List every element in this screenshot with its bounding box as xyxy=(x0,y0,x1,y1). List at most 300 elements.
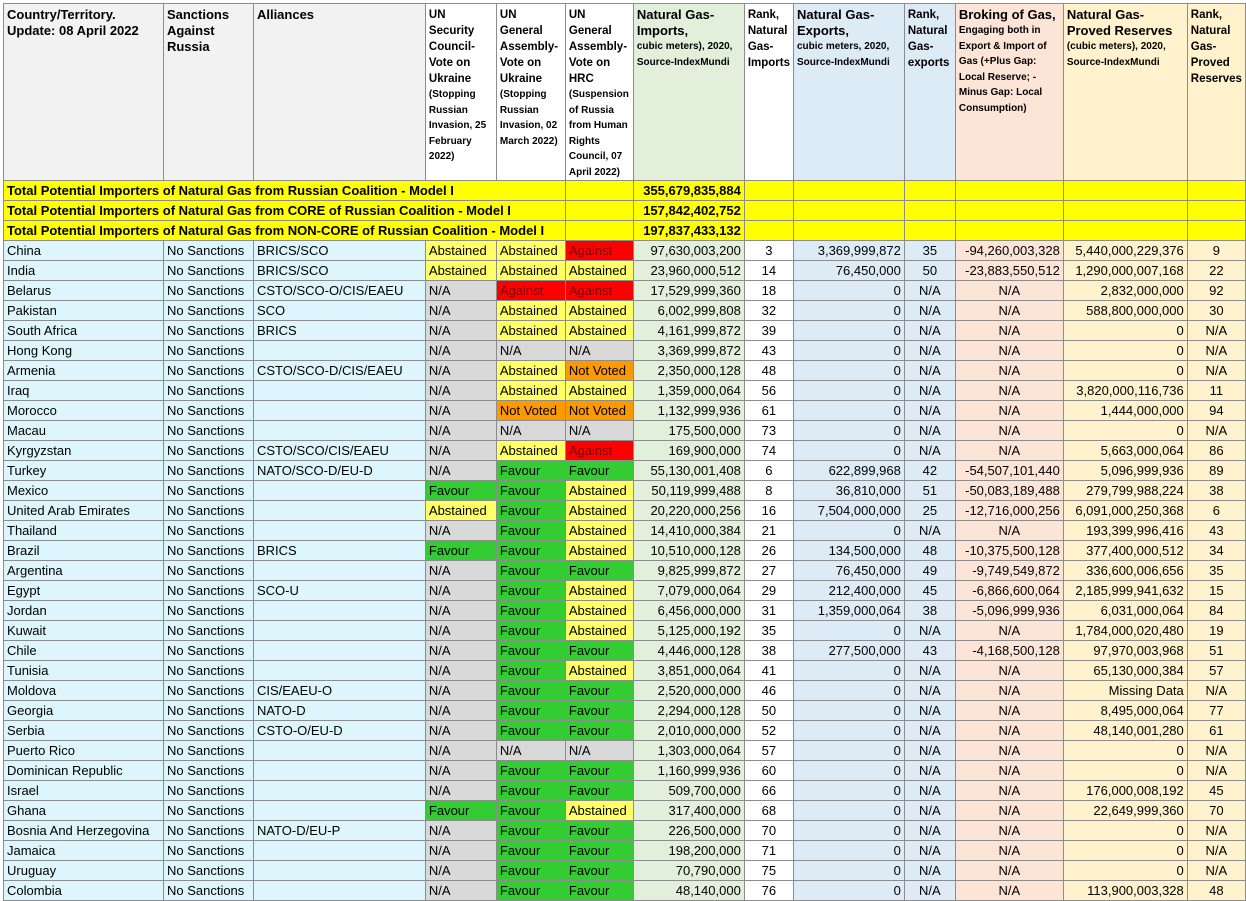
alliances-cell[interactable]: CSTO/SCO/CIS/EAEU xyxy=(253,441,425,461)
unga-ukraine-vote-cell[interactable]: Abstained xyxy=(496,381,565,401)
broking-cell[interactable]: -23,883,550,512 xyxy=(955,261,1063,281)
unsc-vote-cell[interactable]: N/A xyxy=(425,601,496,621)
country-cell[interactable]: Egypt xyxy=(4,581,164,601)
rank-imports-cell[interactable]: 41 xyxy=(744,661,793,681)
broking-cell[interactable]: N/A xyxy=(955,281,1063,301)
unga-hrc-vote-cell[interactable]: Favour xyxy=(565,821,633,841)
proved-reserves-cell[interactable]: 279,799,988,224 xyxy=(1063,481,1187,501)
proved-reserves-cell[interactable]: 1,784,000,020,480 xyxy=(1063,621,1187,641)
gas-exports-cell[interactable]: 0 xyxy=(793,281,904,301)
unga-hrc-vote-cell[interactable]: Against xyxy=(565,441,633,461)
alliances-cell[interactable]: CSTO/SCO-D/CIS/EAEU xyxy=(253,361,425,381)
gas-imports-cell[interactable]: 2,294,000,128 xyxy=(633,701,744,721)
alliances-cell[interactable] xyxy=(253,781,425,801)
country-cell[interactable]: Tunisia xyxy=(4,661,164,681)
alliances-cell[interactable] xyxy=(253,881,425,901)
unga-ukraine-vote-cell[interactable]: Favour xyxy=(496,821,565,841)
gas-imports-cell[interactable]: 3,369,999,872 xyxy=(633,341,744,361)
gas-imports-cell[interactable]: 226,500,000 xyxy=(633,821,744,841)
sanctions-cell[interactable]: No Sanctions xyxy=(163,721,253,741)
country-cell[interactable]: United Arab Emirates xyxy=(4,501,164,521)
unga-ukraine-vote-cell[interactable]: Favour xyxy=(496,681,565,701)
unga-ukraine-vote-cell[interactable]: Favour xyxy=(496,781,565,801)
unsc-vote-cell[interactable]: N/A xyxy=(425,741,496,761)
country-cell[interactable]: South Africa xyxy=(4,321,164,341)
sanctions-cell[interactable]: No Sanctions xyxy=(163,601,253,621)
rank-exports-cell[interactable]: N/A xyxy=(904,301,955,321)
rank-exports-cell[interactable]: 51 xyxy=(904,481,955,501)
rank-exports-cell[interactable]: 49 xyxy=(904,561,955,581)
broking-cell[interactable]: N/A xyxy=(955,621,1063,641)
proved-reserves-cell[interactable]: 5,663,000,064 xyxy=(1063,441,1187,461)
unga-hrc-vote-cell[interactable]: Favour xyxy=(565,721,633,741)
sanctions-cell[interactable]: No Sanctions xyxy=(163,441,253,461)
total-empty-cell[interactable] xyxy=(744,201,793,221)
rank-reserves-cell[interactable]: 77 xyxy=(1187,701,1245,721)
gas-imports-cell[interactable]: 14,410,000,384 xyxy=(633,521,744,541)
rank-reserves-cell[interactable]: N/A xyxy=(1187,421,1245,441)
rank-exports-cell[interactable]: 48 xyxy=(904,541,955,561)
rank-reserves-cell[interactable]: 9 xyxy=(1187,241,1245,261)
total-value[interactable]: 355,679,835,884 xyxy=(633,181,744,201)
gas-exports-cell[interactable]: 36,810,000 xyxy=(793,481,904,501)
rank-exports-cell[interactable]: N/A xyxy=(904,341,955,361)
total-empty-cell[interactable] xyxy=(793,181,904,201)
broking-cell[interactable]: N/A xyxy=(955,801,1063,821)
rank-imports-cell[interactable]: 3 xyxy=(744,241,793,261)
rank-reserves-cell[interactable]: N/A xyxy=(1187,841,1245,861)
sanctions-cell[interactable]: No Sanctions xyxy=(163,421,253,441)
unga-hrc-vote-cell[interactable]: Abstained xyxy=(565,581,633,601)
gas-imports-cell[interactable]: 3,851,000,064 xyxy=(633,661,744,681)
unsc-vote-cell[interactable]: N/A xyxy=(425,361,496,381)
country-cell[interactable]: India xyxy=(4,261,164,281)
rank-exports-cell[interactable]: N/A xyxy=(904,701,955,721)
rank-exports-cell[interactable]: N/A xyxy=(904,781,955,801)
rank-reserves-cell[interactable]: 89 xyxy=(1187,461,1245,481)
gas-imports-cell[interactable]: 9,825,999,872 xyxy=(633,561,744,581)
rank-reserves-cell[interactable]: 84 xyxy=(1187,601,1245,621)
total-empty-cell[interactable] xyxy=(955,221,1063,241)
gas-imports-cell[interactable]: 48,140,000 xyxy=(633,881,744,901)
gas-imports-cell[interactable]: 4,161,999,872 xyxy=(633,321,744,341)
unga-hrc-vote-cell[interactable]: Abstained xyxy=(565,541,633,561)
total-empty-cell[interactable] xyxy=(565,201,633,221)
alliances-cell[interactable] xyxy=(253,761,425,781)
proved-reserves-cell[interactable]: 588,800,000,000 xyxy=(1063,301,1187,321)
rank-imports-cell[interactable]: 8 xyxy=(744,481,793,501)
rank-reserves-cell[interactable]: 51 xyxy=(1187,641,1245,661)
unga-ukraine-vote-cell[interactable]: Favour xyxy=(496,801,565,821)
gas-exports-cell[interactable]: 212,400,000 xyxy=(793,581,904,601)
rank-exports-cell[interactable]: N/A xyxy=(904,401,955,421)
gas-exports-cell[interactable]: 1,359,000,064 xyxy=(793,601,904,621)
rank-exports-cell[interactable]: N/A xyxy=(904,441,955,461)
unga-ukraine-vote-cell[interactable]: Abstained xyxy=(496,301,565,321)
alliances-cell[interactable]: BRICS/SCO xyxy=(253,261,425,281)
rank-exports-cell[interactable]: N/A xyxy=(904,661,955,681)
country-cell[interactable]: Argentina xyxy=(4,561,164,581)
proved-reserves-cell[interactable]: 6,031,000,064 xyxy=(1063,601,1187,621)
rank-exports-cell[interactable]: N/A xyxy=(904,721,955,741)
unga-ukraine-vote-cell[interactable]: N/A xyxy=(496,421,565,441)
rank-reserves-cell[interactable]: 6 xyxy=(1187,501,1245,521)
unga-ukraine-vote-cell[interactable]: Favour xyxy=(496,701,565,721)
gas-exports-cell[interactable]: 76,450,000 xyxy=(793,261,904,281)
header-unga-hrc-vote[interactable]: UN General Assembly-Vote on HRC (Suspension of Russia from Human Rights Council, 07 April 2022) xyxy=(565,4,633,181)
header-unga-ukraine-vote[interactable]: UN General Assembly-Vote on Ukraine (Stopping Russian Invasion, 02 March 2022) xyxy=(496,4,565,181)
total-value[interactable]: 197,837,433,132 xyxy=(633,221,744,241)
unsc-vote-cell[interactable]: Abstained xyxy=(425,501,496,521)
unga-ukraine-vote-cell[interactable]: Abstained xyxy=(496,361,565,381)
rank-imports-cell[interactable]: 21 xyxy=(744,521,793,541)
unsc-vote-cell[interactable]: Abstained xyxy=(425,261,496,281)
alliances-cell[interactable] xyxy=(253,381,425,401)
rank-exports-cell[interactable]: N/A xyxy=(904,881,955,901)
proved-reserves-cell[interactable]: 48,140,001,280 xyxy=(1063,721,1187,741)
rank-imports-cell[interactable]: 50 xyxy=(744,701,793,721)
rank-imports-cell[interactable]: 38 xyxy=(744,641,793,661)
unga-ukraine-vote-cell[interactable]: Favour xyxy=(496,881,565,901)
rank-exports-cell[interactable]: N/A xyxy=(904,741,955,761)
broking-cell[interactable]: N/A xyxy=(955,861,1063,881)
header-sanctions[interactable]: Sanctions Against Russia xyxy=(163,4,253,181)
gas-imports-cell[interactable]: 50,119,999,488 xyxy=(633,481,744,501)
gas-imports-cell[interactable]: 6,002,999,808 xyxy=(633,301,744,321)
gas-imports-cell[interactable]: 23,960,000,512 xyxy=(633,261,744,281)
rank-reserves-cell[interactable]: 45 xyxy=(1187,781,1245,801)
rank-exports-cell[interactable]: N/A xyxy=(904,521,955,541)
country-cell[interactable]: Dominican Republic xyxy=(4,761,164,781)
rank-exports-cell[interactable]: N/A xyxy=(904,681,955,701)
alliances-cell[interactable] xyxy=(253,741,425,761)
unsc-vote-cell[interactable]: N/A xyxy=(425,681,496,701)
sanctions-cell[interactable]: No Sanctions xyxy=(163,321,253,341)
sanctions-cell[interactable]: No Sanctions xyxy=(163,541,253,561)
gas-imports-cell[interactable]: 5,125,000,192 xyxy=(633,621,744,641)
unga-ukraine-vote-cell[interactable]: Abstained xyxy=(496,441,565,461)
gas-imports-cell[interactable]: 317,400,000 xyxy=(633,801,744,821)
rank-exports-cell[interactable]: N/A xyxy=(904,361,955,381)
unga-hrc-vote-cell[interactable]: Favour xyxy=(565,861,633,881)
rank-imports-cell[interactable]: 76 xyxy=(744,881,793,901)
country-cell[interactable]: Pakistan xyxy=(4,301,164,321)
unsc-vote-cell[interactable]: N/A xyxy=(425,341,496,361)
country-cell[interactable]: Georgia xyxy=(4,701,164,721)
proved-reserves-cell[interactable]: 0 xyxy=(1063,841,1187,861)
gas-exports-cell[interactable]: 0 xyxy=(793,841,904,861)
unsc-vote-cell[interactable]: N/A xyxy=(425,841,496,861)
proved-reserves-cell[interactable]: Missing Data xyxy=(1063,681,1187,701)
unga-hrc-vote-cell[interactable]: Not Voted xyxy=(565,361,633,381)
alliances-cell[interactable] xyxy=(253,621,425,641)
country-cell[interactable]: Hong Kong xyxy=(4,341,164,361)
country-cell[interactable]: Iraq xyxy=(4,381,164,401)
broking-cell[interactable]: N/A xyxy=(955,821,1063,841)
proved-reserves-cell[interactable]: 0 xyxy=(1063,761,1187,781)
broking-cell[interactable]: N/A xyxy=(955,741,1063,761)
rank-imports-cell[interactable]: 26 xyxy=(744,541,793,561)
gas-exports-cell[interactable]: 0 xyxy=(793,701,904,721)
country-cell[interactable]: Bosnia And Herzegovina xyxy=(4,821,164,841)
rank-exports-cell[interactable]: 38 xyxy=(904,601,955,621)
proved-reserves-cell[interactable]: 0 xyxy=(1063,421,1187,441)
country-cell[interactable]: Uruguay xyxy=(4,861,164,881)
proved-reserves-cell[interactable]: 1,290,000,007,168 xyxy=(1063,261,1187,281)
country-cell[interactable]: Belarus xyxy=(4,281,164,301)
country-cell[interactable]: Mexico xyxy=(4,481,164,501)
unsc-vote-cell[interactable]: N/A xyxy=(425,401,496,421)
header-gas-imports[interactable]: Natural Gas-Imports, cubic meters), 2020, Source-IndexMundi xyxy=(633,4,744,181)
header-unsc-vote[interactable]: UN Security Council-Vote on Ukraine (Stopping Russian Invasion, 25 February 2022) xyxy=(425,4,496,181)
proved-reserves-cell[interactable]: 65,130,000,384 xyxy=(1063,661,1187,681)
unga-ukraine-vote-cell[interactable]: Not Voted xyxy=(496,401,565,421)
unga-hrc-vote-cell[interactable]: Favour xyxy=(565,881,633,901)
sanctions-cell[interactable]: No Sanctions xyxy=(163,741,253,761)
proved-reserves-cell[interactable]: 176,000,008,192 xyxy=(1063,781,1187,801)
broking-cell[interactable]: N/A xyxy=(955,681,1063,701)
gas-exports-cell[interactable]: 0 xyxy=(793,661,904,681)
gas-imports-cell[interactable]: 4,446,000,128 xyxy=(633,641,744,661)
rank-imports-cell[interactable]: 14 xyxy=(744,261,793,281)
proved-reserves-cell[interactable]: 0 xyxy=(1063,321,1187,341)
alliances-cell[interactable] xyxy=(253,641,425,661)
gas-imports-cell[interactable]: 509,700,000 xyxy=(633,781,744,801)
unga-hrc-vote-cell[interactable]: Abstained xyxy=(565,661,633,681)
gas-exports-cell[interactable]: 0 xyxy=(793,441,904,461)
sanctions-cell[interactable]: No Sanctions xyxy=(163,261,253,281)
header-alliances[interactable]: Alliances xyxy=(253,4,425,181)
proved-reserves-cell[interactable]: 8,495,000,064 xyxy=(1063,701,1187,721)
unga-ukraine-vote-cell[interactable]: Favour xyxy=(496,461,565,481)
rank-reserves-cell[interactable]: 48 xyxy=(1187,881,1245,901)
country-cell[interactable]: Brazil xyxy=(4,541,164,561)
rank-reserves-cell[interactable]: N/A xyxy=(1187,761,1245,781)
total-value[interactable]: 157,842,402,752 xyxy=(633,201,744,221)
unsc-vote-cell[interactable]: N/A xyxy=(425,661,496,681)
broking-cell[interactable]: N/A xyxy=(955,781,1063,801)
total-empty-cell[interactable] xyxy=(904,201,955,221)
rank-imports-cell[interactable]: 57 xyxy=(744,741,793,761)
rank-reserves-cell[interactable]: 22 xyxy=(1187,261,1245,281)
broking-cell[interactable]: N/A xyxy=(955,301,1063,321)
unga-hrc-vote-cell[interactable]: Favour xyxy=(565,681,633,701)
rank-imports-cell[interactable]: 16 xyxy=(744,501,793,521)
rank-reserves-cell[interactable]: 92 xyxy=(1187,281,1245,301)
gas-imports-cell[interactable]: 175,500,000 xyxy=(633,421,744,441)
gas-exports-cell[interactable]: 0 xyxy=(793,881,904,901)
sanctions-cell[interactable]: No Sanctions xyxy=(163,681,253,701)
proved-reserves-cell[interactable]: 97,970,003,968 xyxy=(1063,641,1187,661)
total-empty-cell[interactable] xyxy=(955,201,1063,221)
proved-reserves-cell[interactable]: 336,600,006,656 xyxy=(1063,561,1187,581)
country-cell[interactable]: Jordan xyxy=(4,601,164,621)
broking-cell[interactable]: -4,168,500,128 xyxy=(955,641,1063,661)
rank-imports-cell[interactable]: 6 xyxy=(744,461,793,481)
unga-ukraine-vote-cell[interactable]: Favour xyxy=(496,521,565,541)
alliances-cell[interactable] xyxy=(253,841,425,861)
sanctions-cell[interactable]: No Sanctions xyxy=(163,481,253,501)
rank-reserves-cell[interactable]: N/A xyxy=(1187,741,1245,761)
country-cell[interactable]: Moldova xyxy=(4,681,164,701)
unga-hrc-vote-cell[interactable]: Abstained xyxy=(565,801,633,821)
unga-ukraine-vote-cell[interactable]: Favour xyxy=(496,761,565,781)
unsc-vote-cell[interactable]: Abstained xyxy=(425,241,496,261)
gas-exports-cell[interactable]: 0 xyxy=(793,801,904,821)
unga-hrc-vote-cell[interactable]: Favour xyxy=(565,781,633,801)
alliances-cell[interactable] xyxy=(253,801,425,821)
gas-imports-cell[interactable]: 1,132,999,936 xyxy=(633,401,744,421)
broking-cell[interactable]: -6,866,600,064 xyxy=(955,581,1063,601)
total-empty-cell[interactable] xyxy=(565,181,633,201)
rank-reserves-cell[interactable]: 30 xyxy=(1187,301,1245,321)
gas-exports-cell[interactable]: 0 xyxy=(793,821,904,841)
gas-exports-cell[interactable]: 0 xyxy=(793,421,904,441)
unga-hrc-vote-cell[interactable]: Against xyxy=(565,281,633,301)
proved-reserves-cell[interactable]: 377,400,000,512 xyxy=(1063,541,1187,561)
country-cell[interactable]: Ghana xyxy=(4,801,164,821)
unsc-vote-cell[interactable]: N/A xyxy=(425,321,496,341)
rank-imports-cell[interactable]: 35 xyxy=(744,621,793,641)
country-cell[interactable]: Turkey xyxy=(4,461,164,481)
unga-hrc-vote-cell[interactable]: Abstained xyxy=(565,621,633,641)
gas-exports-cell[interactable]: 3,369,999,872 xyxy=(793,241,904,261)
broking-cell[interactable]: -9,749,549,872 xyxy=(955,561,1063,581)
unsc-vote-cell[interactable]: N/A xyxy=(425,441,496,461)
gas-imports-cell[interactable]: 1,160,999,936 xyxy=(633,761,744,781)
unsc-vote-cell[interactable]: N/A xyxy=(425,561,496,581)
alliances-cell[interactable] xyxy=(253,501,425,521)
sanctions-cell[interactable]: No Sanctions xyxy=(163,881,253,901)
alliances-cell[interactable] xyxy=(253,601,425,621)
country-cell[interactable]: Kuwait xyxy=(4,621,164,641)
gas-imports-cell[interactable]: 10,510,000,128 xyxy=(633,541,744,561)
unga-ukraine-vote-cell[interactable]: Favour xyxy=(496,581,565,601)
header-country[interactable]: Country/Territory. Update: 08 April 2022 xyxy=(4,4,164,181)
gas-imports-cell[interactable]: 7,079,000,064 xyxy=(633,581,744,601)
gas-imports-cell[interactable]: 97,630,003,200 xyxy=(633,241,744,261)
unsc-vote-cell[interactable]: Favour xyxy=(425,541,496,561)
total-empty-cell[interactable] xyxy=(1187,181,1245,201)
rank-reserves-cell[interactable]: N/A xyxy=(1187,681,1245,701)
rank-exports-cell[interactable]: N/A xyxy=(904,861,955,881)
unga-ukraine-vote-cell[interactable]: Favour xyxy=(496,841,565,861)
proved-reserves-cell[interactable]: 0 xyxy=(1063,361,1187,381)
alliances-cell[interactable] xyxy=(253,481,425,501)
rank-imports-cell[interactable]: 71 xyxy=(744,841,793,861)
total-label[interactable]: Total Potential Importers of Natural Gas from Russian Coalition - Model I xyxy=(4,181,566,201)
gas-imports-cell[interactable]: 6,456,000,000 xyxy=(633,601,744,621)
sanctions-cell[interactable]: No Sanctions xyxy=(163,701,253,721)
rank-reserves-cell[interactable]: 34 xyxy=(1187,541,1245,561)
unga-ukraine-vote-cell[interactable]: Favour xyxy=(496,501,565,521)
rank-reserves-cell[interactable]: 19 xyxy=(1187,621,1245,641)
rank-reserves-cell[interactable]: 43 xyxy=(1187,521,1245,541)
unga-hrc-vote-cell[interactable]: Favour xyxy=(565,841,633,861)
unsc-vote-cell[interactable]: N/A xyxy=(425,521,496,541)
unsc-vote-cell[interactable]: N/A xyxy=(425,821,496,841)
rank-imports-cell[interactable]: 60 xyxy=(744,761,793,781)
total-empty-cell[interactable] xyxy=(955,181,1063,201)
rank-imports-cell[interactable]: 56 xyxy=(744,381,793,401)
sanctions-cell[interactable]: No Sanctions xyxy=(163,581,253,601)
alliances-cell[interactable]: NATO-D/EU-P xyxy=(253,821,425,841)
unsc-vote-cell[interactable]: N/A xyxy=(425,581,496,601)
gas-imports-cell[interactable]: 20,220,000,256 xyxy=(633,501,744,521)
alliances-cell[interactable] xyxy=(253,421,425,441)
gas-imports-cell[interactable]: 169,900,000 xyxy=(633,441,744,461)
alliances-cell[interactable]: NATO/SCO-D/EU-D xyxy=(253,461,425,481)
unsc-vote-cell[interactable]: N/A xyxy=(425,621,496,641)
sanctions-cell[interactable]: No Sanctions xyxy=(163,381,253,401)
gas-exports-cell[interactable]: 0 xyxy=(793,721,904,741)
sanctions-cell[interactable]: No Sanctions xyxy=(163,641,253,661)
broking-cell[interactable]: N/A xyxy=(955,661,1063,681)
rank-imports-cell[interactable]: 48 xyxy=(744,361,793,381)
unga-ukraine-vote-cell[interactable]: Favour xyxy=(496,641,565,661)
total-label[interactable]: Total Potential Importers of Natural Gas from NON-CORE of Russian Coalition - Model I xyxy=(4,221,566,241)
rank-reserves-cell[interactable]: 35 xyxy=(1187,561,1245,581)
alliances-cell[interactable]: BRICS/SCO xyxy=(253,241,425,261)
rank-exports-cell[interactable]: N/A xyxy=(904,421,955,441)
sanctions-cell[interactable]: No Sanctions xyxy=(163,361,253,381)
unga-ukraine-vote-cell[interactable]: Favour xyxy=(496,621,565,641)
unsc-vote-cell[interactable]: N/A xyxy=(425,721,496,741)
total-empty-cell[interactable] xyxy=(744,221,793,241)
rank-imports-cell[interactable]: 66 xyxy=(744,781,793,801)
sanctions-cell[interactable]: No Sanctions xyxy=(163,461,253,481)
unga-ukraine-vote-cell[interactable]: Favour xyxy=(496,541,565,561)
rank-exports-cell[interactable]: 50 xyxy=(904,261,955,281)
rank-reserves-cell[interactable]: 86 xyxy=(1187,441,1245,461)
gas-imports-cell[interactable]: 70,790,000 xyxy=(633,861,744,881)
alliances-cell[interactable]: NATO-D xyxy=(253,701,425,721)
unga-ukraine-vote-cell[interactable]: Abstained xyxy=(496,261,565,281)
proved-reserves-cell[interactable]: 0 xyxy=(1063,821,1187,841)
unsc-vote-cell[interactable]: N/A xyxy=(425,881,496,901)
gas-exports-cell[interactable]: 0 xyxy=(793,341,904,361)
unsc-vote-cell[interactable]: N/A xyxy=(425,701,496,721)
total-empty-cell[interactable] xyxy=(793,221,904,241)
unga-hrc-vote-cell[interactable]: Against xyxy=(565,241,633,261)
alliances-cell[interactable]: BRICS xyxy=(253,541,425,561)
gas-exports-cell[interactable]: 0 xyxy=(793,381,904,401)
rank-reserves-cell[interactable]: 70 xyxy=(1187,801,1245,821)
rank-imports-cell[interactable]: 70 xyxy=(744,821,793,841)
total-empty-cell[interactable] xyxy=(1063,181,1187,201)
gas-exports-cell[interactable]: 277,500,000 xyxy=(793,641,904,661)
header-broking[interactable]: Broking of Gas, Engaging both in Export & Import of Gas (+Plus Gap: Local Reserve; -Minus Gap: Local Consumption) xyxy=(955,4,1063,181)
rank-reserves-cell[interactable]: 15 xyxy=(1187,581,1245,601)
unga-hrc-vote-cell[interactable]: Abstained xyxy=(565,261,633,281)
country-cell[interactable]: Israel xyxy=(4,781,164,801)
unga-hrc-vote-cell[interactable]: Abstained xyxy=(565,601,633,621)
total-empty-cell[interactable] xyxy=(744,181,793,201)
rank-exports-cell[interactable]: 42 xyxy=(904,461,955,481)
broking-cell[interactable]: N/A xyxy=(955,441,1063,461)
gas-imports-cell[interactable]: 1,359,000,064 xyxy=(633,381,744,401)
rank-exports-cell[interactable]: 25 xyxy=(904,501,955,521)
unsc-vote-cell[interactable]: N/A xyxy=(425,281,496,301)
rank-exports-cell[interactable]: N/A xyxy=(904,801,955,821)
alliances-cell[interactable]: CSTO/SCO-O/CIS/EAEU xyxy=(253,281,425,301)
gas-imports-cell[interactable]: 1,303,000,064 xyxy=(633,741,744,761)
unsc-vote-cell[interactable]: N/A xyxy=(425,861,496,881)
unga-ukraine-vote-cell[interactable]: Favour xyxy=(496,721,565,741)
broking-cell[interactable]: -54,507,101,440 xyxy=(955,461,1063,481)
alliances-cell[interactable] xyxy=(253,561,425,581)
country-cell[interactable]: Armenia xyxy=(4,361,164,381)
